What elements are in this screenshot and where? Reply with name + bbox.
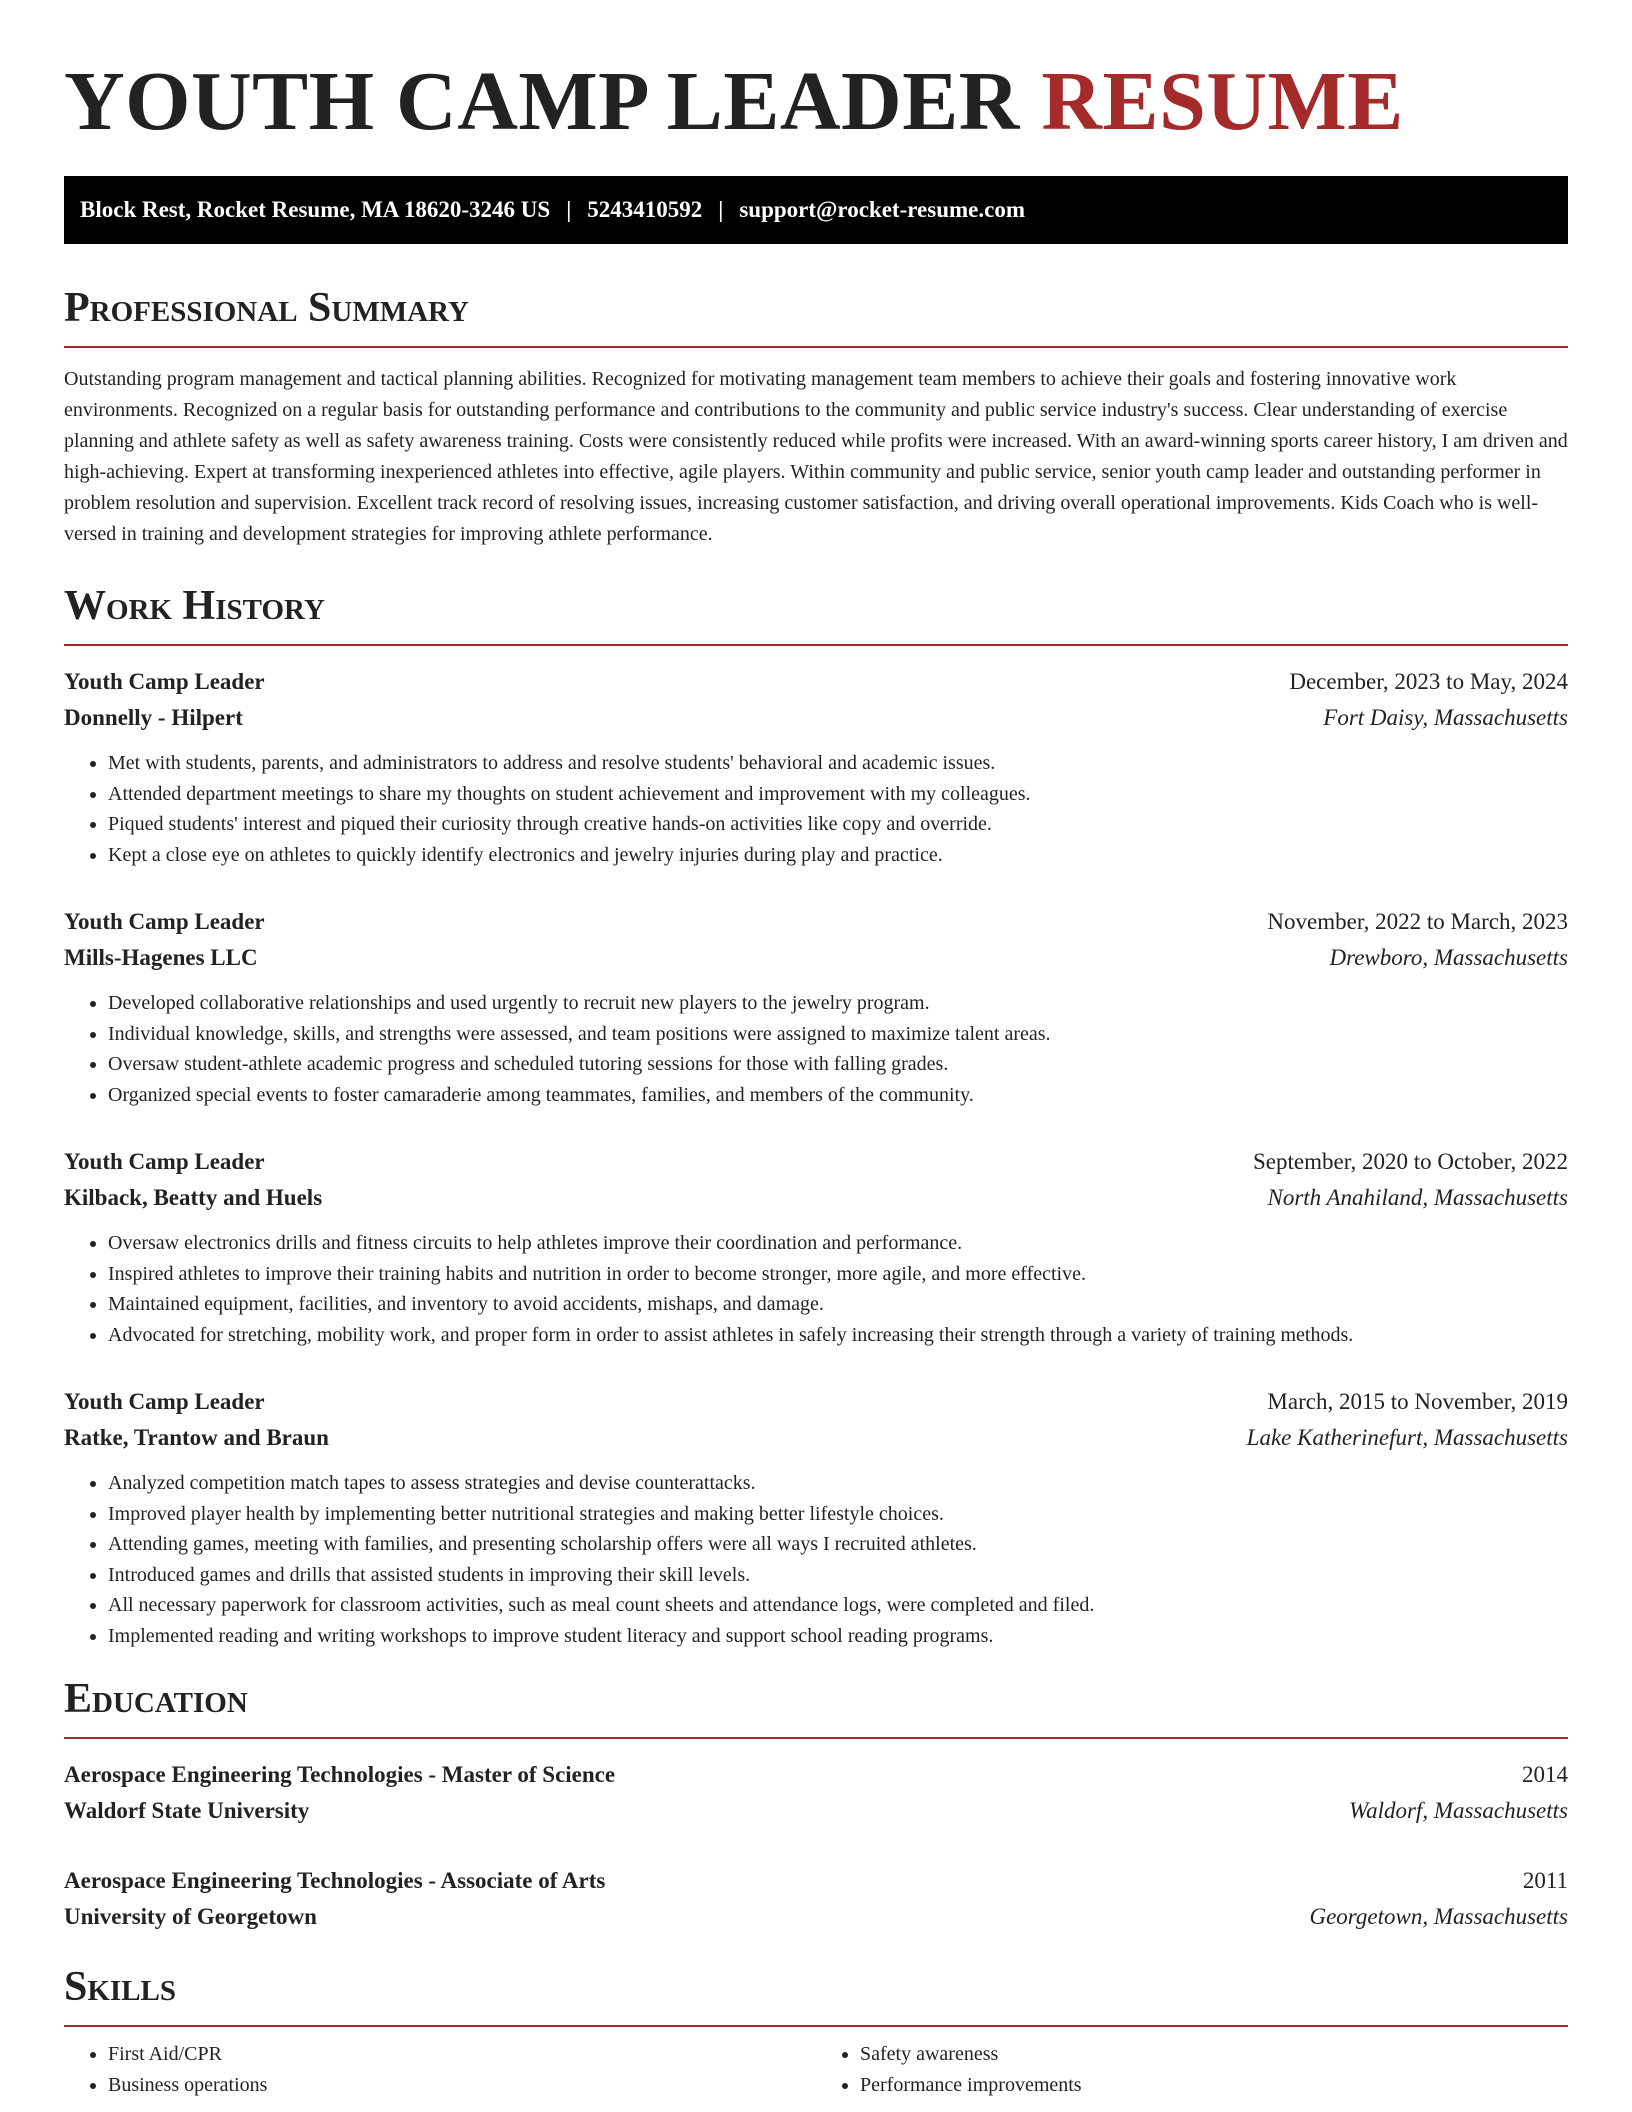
job-title: Youth Camp Leader: [64, 909, 265, 934]
job-title: Youth Camp Leader: [64, 1389, 265, 1414]
skills-list-right: [816, 2039, 1568, 2100]
job-bullet: • Implemented reading and writing workshops to improve student literacy and support school reading programs.: [108, 1621, 1568, 1652]
job-company: Mills-Hagenes LLC: [64, 945, 258, 970]
contact-bar: [64, 176, 1568, 244]
job-company: Donnelly - Hilpert: [64, 705, 243, 730]
job-bullet: • Met with students, parents, and administrators to address and resolve students' behavioral and academic issues.: [108, 748, 1568, 779]
contact-separator: |: [566, 197, 572, 222]
education-location: Georgetown, Massachusetts: [1309, 1904, 1568, 1929]
skill-item: • Safety awareness: [860, 2039, 1568, 2070]
contact-phone: 5243410592: [587, 197, 703, 222]
skills-heading: Skills: [64, 1961, 1568, 2027]
job-bullet: • Kept a close eye on athletes to quickly identify electronics and jewelry injuries during play and practice.: [108, 840, 1568, 871]
contact-address: Block Rest, Rocket Resume, MA 18620-3246 US: [80, 197, 551, 222]
job-bullets: [64, 748, 1568, 870]
job-bullet: • Attended department meetings to share my thoughts on student achievement and improvement with my colleagues.: [108, 779, 1568, 810]
job-bullet: • Individual knowledge, skills, and strengths were assessed, and team positions were assigned to maximize talent areas.: [108, 1019, 1568, 1050]
job-bullets: [64, 988, 1568, 1110]
education-entry: [64, 1757, 1568, 1829]
job-bullet: • Introduced games and drills that assisted students in improving their skill levels.: [108, 1560, 1568, 1591]
job-title: Youth Camp Leader: [64, 669, 265, 694]
job-dates: December, 2023 to May, 2024: [1289, 669, 1568, 694]
education-location: Waldorf, Massachusetts: [1349, 1798, 1568, 1823]
education-school: University of Georgetown: [64, 1904, 317, 1929]
job-dates: November, 2022 to March, 2023: [1267, 909, 1568, 934]
education-entry: [64, 1863, 1568, 1935]
title-accent: RESUME: [1041, 55, 1404, 148]
skills-list-left: [64, 2039, 816, 2100]
summary-section: [64, 282, 1568, 550]
work-history-heading: Work History: [64, 580, 1568, 646]
education-year: 2011: [1522, 1868, 1568, 1893]
job-bullet: • Attending games, meeting with families, and presenting scholarship offers were all ways I recruited athletes.: [108, 1529, 1568, 1560]
job-bullets: [64, 1468, 1568, 1651]
job-entry: [64, 1144, 1568, 1350]
job-bullet: • Analyzed competition match tapes to assess strategies and devise counterattacks.: [108, 1468, 1568, 1499]
education-degree: Aerospace Engineering Technologies - Associate of Arts: [64, 1868, 606, 1893]
job-company: Kilback, Beatty and Huels: [64, 1185, 323, 1210]
contact-email: support@rocket-resume.com: [739, 197, 1025, 222]
job-bullet: • Developed collaborative relationships and used urgently to recruit new players to the jewelry program.: [108, 988, 1568, 1019]
summary-text: Outstanding program management and tactical planning abilities. Recognized for motivating management team members to achieve their goals and fostering innovative work environments. Recognized on a regular basis for outstanding performance and contributions to the community and public service industry's success. Clear understanding of exercise planning and athlete safety as well as safety awareness training. Costs were consistently reduced while profits were increased. With an award-winning sports career history, I am driven and high-achieving. Expert at transforming inexperienced athletes into effective, agile players. Within community and public service, senior youth camp leader and outstanding performer in problem resolution and supervision. Excellent track record of resolving issues, increasing customer satisfaction, and driving overall operational improvements. Kids Coach who is well-versed in training and development strategies for improving athlete performance.: [64, 368, 1568, 545]
job-entry: [64, 1384, 1568, 1651]
job-bullets: [64, 1228, 1568, 1350]
job-entry: [64, 664, 1568, 870]
job-location: Lake Katherinefurt, Massachusetts: [1246, 1425, 1568, 1450]
job-bullet: • Oversaw electronics drills and fitness circuits to help athletes improve their coordination and performance.: [108, 1228, 1568, 1259]
resume-page: [64, 0, 1568, 2100]
summary-heading: Professional Summary: [64, 282, 1568, 348]
job-bullet: • Piqued students' interest and piqued their curiosity through creative hands-on activities like copy and override.: [108, 809, 1568, 840]
education-school: Waldorf State University: [64, 1798, 310, 1823]
job-entry: [64, 904, 1568, 1110]
job-dates: September, 2020 to October, 2022: [1253, 1149, 1568, 1174]
education-section: [64, 1673, 1568, 1935]
skills-section: [64, 1961, 1568, 2100]
job-company: Ratke, Trantow and Braun: [64, 1425, 329, 1450]
job-dates: March, 2015 to November, 2019: [1267, 1389, 1568, 1414]
job-title: Youth Camp Leader: [64, 1149, 265, 1174]
job-bullet: • Organized special events to foster camaraderie among teammates, families, and members of the community.: [108, 1080, 1568, 1111]
contact-separator: |: [718, 197, 724, 222]
job-bullet: • Maintained equipment, facilities, and inventory to avoid accidents, mishaps, and damage.: [108, 1289, 1568, 1320]
title-main: YOUTH CAMP LEADER: [64, 55, 1020, 148]
job-bullet: • All necessary paperwork for classroom activities, such as meal count sheets and attendance logs, were completed and filed.: [108, 1590, 1568, 1621]
work-history-section: [64, 580, 1568, 1651]
education-year: 2014: [1522, 1762, 1568, 1787]
job-location: North Anahiland, Massachusetts: [1267, 1185, 1568, 1210]
education-degree: Aerospace Engineering Technologies - Master of Science: [64, 1762, 616, 1787]
skill-item: • Business operations: [108, 2070, 816, 2101]
job-location: Drewboro, Massachusetts: [1329, 945, 1568, 970]
job-bullet: • Inspired athletes to improve their training habits and nutrition in order to become stronger, more agile, and more effective.: [108, 1259, 1568, 1290]
skill-item: • Performance improvements: [860, 2070, 1568, 2101]
job-bullet: • Improved player health by implementing better nutritional strategies and making better lifestyle choices.: [108, 1499, 1568, 1530]
job-location: Fort Daisy, Massachusetts: [1323, 705, 1568, 730]
education-heading: Education: [64, 1673, 1568, 1739]
skills-grid: [64, 2039, 1568, 2100]
skill-item: • First Aid/CPR: [108, 2039, 816, 2070]
job-bullet: • Advocated for stretching, mobility work, and proper form in order to assist athletes in safely increasing their strength through a variety of training methods.: [108, 1320, 1568, 1351]
resume-title: [64, 52, 1568, 152]
job-bullet: • Oversaw student-athlete academic progress and scheduled tutoring sessions for those with falling grades.: [108, 1049, 1568, 1080]
